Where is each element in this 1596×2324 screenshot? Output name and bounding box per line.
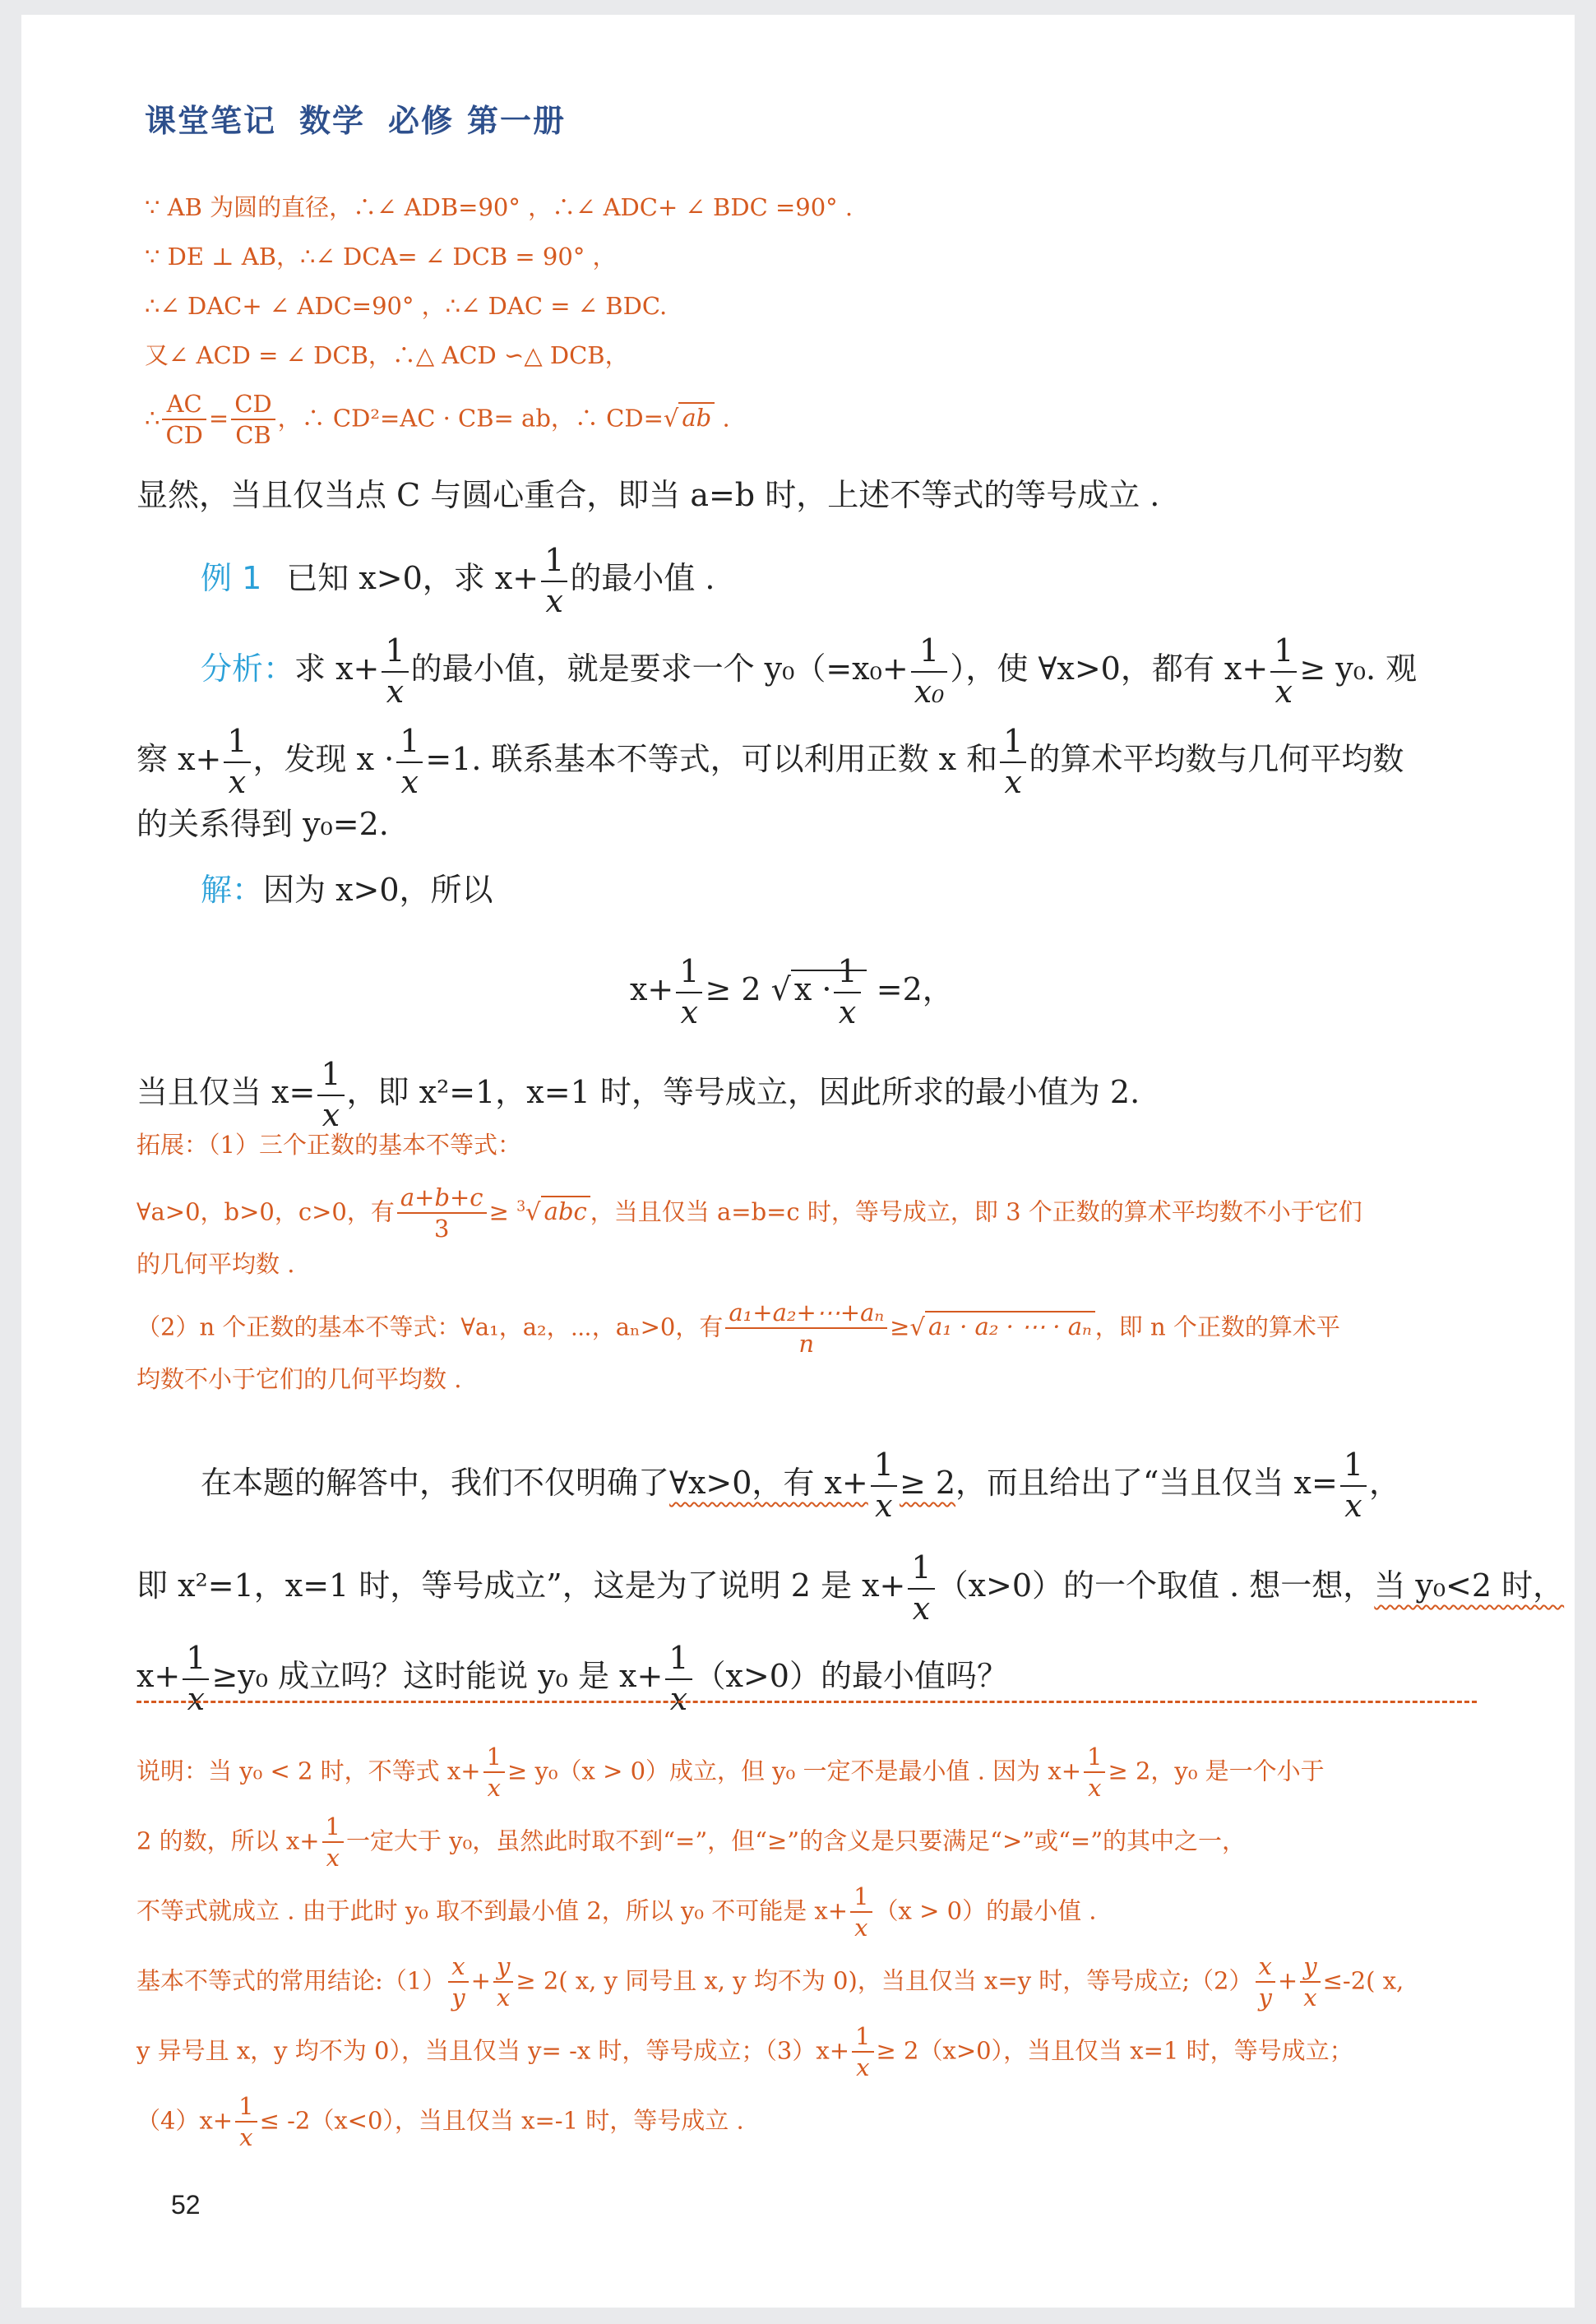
fraction-sum-over-n: $\frac{\text{a₁+a₂+⋯+aₙ}}{n}$: [725, 1298, 887, 1359]
discussion-line-3: x+ $\frac{1}{x}$ ≥y₀ 成立吗？这时能说 y₀ 是 x+ $\frac{1}{x}$ （x>0）的最小值吗？: [136, 1639, 1008, 1719]
analysis-line-2: 察 x+ $\frac{1}{x}$ ，发现 x · $\frac{1}{x}$ =1. 联系基本不等式，可以利用正数 x 和 $\frac{1}{x}$ 的算术平均数与几何平均数: [136, 722, 1404, 802]
fraction-1-over-x: $\frac{1}{x}$: [1270, 632, 1297, 711]
fraction-1-over-x0: $\frac{1}{\text{x₀}}$: [911, 632, 948, 711]
extension-line-4: （2）n 个正数的基本不等式：∀a₁，a₂，⋯，aₙ>0，有 $\frac{\text{a₁+a₂+⋯+aₙ}}{n}$ ≥√ a₁ · a₂ · ⋯ · aₙ ，即 n 个正数的算术平: [136, 1299, 1340, 1359]
header-book: 课堂笔记: [145, 103, 277, 139]
fraction-1-over-x: $\frac{1}{x}$: [908, 1549, 934, 1628]
proof-line-1: ∵ AB 为圆的直径，∴∠ ADB=90° ，∴∠ ADC+ ∠ BDC =90° .: [145, 193, 854, 221]
note-line-5: y 异号且 x，y 均不为 0），当且仅当 y= -x 时，等号成立；（3）x+ $\frac{1}{x}$ ≥ 2（x>0），当且仅当 x=1 时，等号成立；: [136, 2022, 1353, 2082]
note-line-2: 2 的数，所以 x+ $\frac{1}{x}$ 一定大于 y₀，虽然此时取不到“=”，但“≥”的含义是只要满足“>”或“=”的其中之一，: [136, 1812, 1247, 1873]
note-line-6: （4）x+ $\frac{1}{x}$ ≤ -2（x<0），当且仅当 x=-1 时，等号成立 .: [136, 2092, 744, 2152]
fraction-1-over-x: $\frac{1}{x}$: [541, 541, 567, 621]
fraction-1-over-x: $\frac{1}{x}$: [1340, 1446, 1367, 1525]
solution-intro: 解：因为 x>0，所以: [201, 872, 493, 908]
extension-line-3: 的几何平均数 .: [136, 1250, 295, 1278]
fraction-1-over-x: $\frac{1}{x}$: [850, 1882, 872, 1943]
fraction-1-over-x: $\frac{1}{x}$: [396, 722, 423, 802]
fraction-1-over-x: $\frac{1}{x}$: [183, 1639, 209, 1719]
solution-label: 解：: [201, 872, 264, 908]
fraction-ac-cd: $\frac{AC}{CD}$: [162, 389, 206, 451]
fraction-abc-over-3: $\frac{a+b+c}{3}$: [397, 1183, 487, 1244]
example-1: 例 1 已知 x>0，求 x+ $\frac{1}{x}$ 的最小值 .: [201, 541, 715, 621]
note-line-4: 基本不等式的常用结论:（1） $\frac{x}{y}$ + $\frac{y}{x}$ ≥ 2( x, y 同号且 x, y 均不为 0)，当且仅当 x=y 时，等号成立;（2） $\frac{x}{y}$ + $\frac{y}{x}$ ≤-2( x,: [136, 1952, 1404, 2012]
running-header: [145, 95, 589, 141]
fraction-1-over-x: $\frac{1}{x}$: [1000, 722, 1026, 802]
fraction-cd-cb: $\frac{CD}{CB}$: [231, 389, 275, 451]
extension-title: 拓展：（1）三个正数的基本不等式：: [136, 1131, 521, 1159]
fraction-1-over-x: $\frac{1}{x}$: [1084, 1742, 1105, 1803]
analysis-label: 分析：: [201, 650, 295, 687]
extension-line-5: 均数不小于它们的几何平均数 .: [136, 1365, 462, 1393]
header-level: 必修: [388, 103, 455, 139]
fraction-1-over-x: $\frac{1}{x}$: [676, 952, 702, 1032]
page-number: 52: [171, 2190, 201, 2220]
discussion-line-1: 在本题的解答中，我们不仅明确了∀x>0，有 x+ $\frac{1}{x}$ ≥ 2，而且给出了“当且仅当 x= $\frac{1}{x}$ ，: [201, 1446, 1400, 1525]
fraction-1-over-x: $\frac{1}{x}$: [483, 1742, 505, 1803]
note-line-1: 说明：当 y₀ < 2 时，不等式 x+ $\frac{1}{x}$ ≥ y₀（x > 0）成立，但 y₀ 一定不是最小值 . 因为 x+ $\frac{1}{x}$ ≥ 2，y₀ 是一个小于: [136, 1743, 1325, 1803]
fraction-y-over-x: $\frac{y}{x}$: [1300, 1951, 1320, 2013]
dashed-divider: [136, 1701, 1477, 1703]
wavy-underline-2: 当 y₀<2 时，: [1374, 1567, 1565, 1604]
extension-line-2: ∀a>0，b>0，c>0，有 $\frac{a+b+c}{3}$ ≥ $^3$√ abc ，当且仅当 a=b=c 时，等号成立，即 3 个正数的算术平均数不小于它们: [136, 1183, 1362, 1243]
fraction-1-over-x: $\frac{1}{x}$: [852, 2021, 873, 2083]
fraction-1-over-x: $\frac{1}{x}$: [317, 1055, 344, 1135]
fraction-x-over-y: $\frac{x}{y}$: [448, 1951, 468, 2013]
fraction-1-over-x: $\frac{1}{x}$: [322, 1812, 344, 1873]
proof-line-2: ∵ DE ⊥ AB，∴∠ DCA= ∠ DCB = 90° ，: [145, 243, 617, 271]
analysis-line-1: 分析：求 x+ $\frac{1}{x}$ 的最小值，就是要求一个 y₀（=x₀+ $\frac{1}{\text{x₀}}$ ），使 ∀x>0，都有 x+ $\frac{1}{x}$ ≥ y₀. 观: [201, 632, 1417, 711]
fraction-1-over-x: $\frac{1}{x}$: [382, 632, 408, 711]
nth-root-product: a₁ · a₂ · ⋯ · aₙ: [925, 1311, 1095, 1340]
fraction-1-over-x: $\frac{1}{x}$: [235, 2091, 257, 2153]
sqrt-ab: ab: [678, 402, 715, 432]
fraction-x-over-y: $\frac{x}{y}$: [1256, 1951, 1275, 2013]
fraction-1-over-x: $\frac{1}{x}$: [834, 952, 860, 1032]
proof-line-5: ∴ $\frac{AC}{CD}$ = $\frac{CD}{CB}$ ，∴ CD²=AC · CB= ab，∴ CD=√ ab .: [145, 390, 730, 450]
proof-line-4: 又∠ ACD = ∠ DCB，∴△ ACD ∽△ DCB，: [145, 341, 629, 369]
discussion-line-2: 即 x²=1，x=1 时，等号成立”，这是为了说明 2 是 x+ $\frac{1}{x}$ （x>0）的一个取值 . 想一想，当 y₀<2 时，: [136, 1549, 1564, 1628]
fraction-1-over-x: $\frac{1}{x}$: [871, 1446, 897, 1525]
page: [21, 15, 1575, 2308]
fraction-y-over-x: $\frac{y}{x}$: [493, 1951, 513, 2013]
fraction-1-over-x: $\frac{1}{x}$: [665, 1639, 692, 1719]
example-label: 例 1: [201, 560, 262, 596]
remark-text: 显然，当且仅当点 C 与圆心重合，即当 a=b 时，上述不等式的等号成立 .: [136, 477, 1160, 513]
proof-line-3: ∴∠ DAC+ ∠ ADC=90° ，∴∠ DAC = ∠ BDC.: [145, 292, 668, 320]
solution-formula: x+ $\frac{1}{x}$ ≥ 2 √ x · $\frac{1}{x}$ =2，: [630, 952, 954, 1032]
analysis-line-3: 的关系得到 y₀=2.: [136, 806, 389, 842]
solution-conclusion: 当且仅当 x= $\frac{1}{x}$ ，即 x²=1，x=1 时，等号成立，因此所求的最小值为 2.: [136, 1055, 1140, 1135]
header-subject: 数学: [299, 103, 366, 139]
header-volume: 第一册: [467, 103, 567, 139]
cube-root-abc: abc: [541, 1196, 590, 1225]
fraction-1-over-x: $\frac{1}{x}$: [224, 722, 250, 802]
sqrt-x-times-1-over-x: x · $\frac{1}{x}$: [791, 970, 867, 1007]
wavy-underline-1: ∀x>0，有 x+ $\frac{1}{x}$ ≥ 2: [669, 1465, 955, 1501]
note-line-3: 不等式就成立 . 由于此时 y₀ 取不到最小值 2，所以 y₀ 不可能是 x+ $\frac{1}{x}$ （x > 0）的最小值 .: [136, 1882, 1097, 1942]
